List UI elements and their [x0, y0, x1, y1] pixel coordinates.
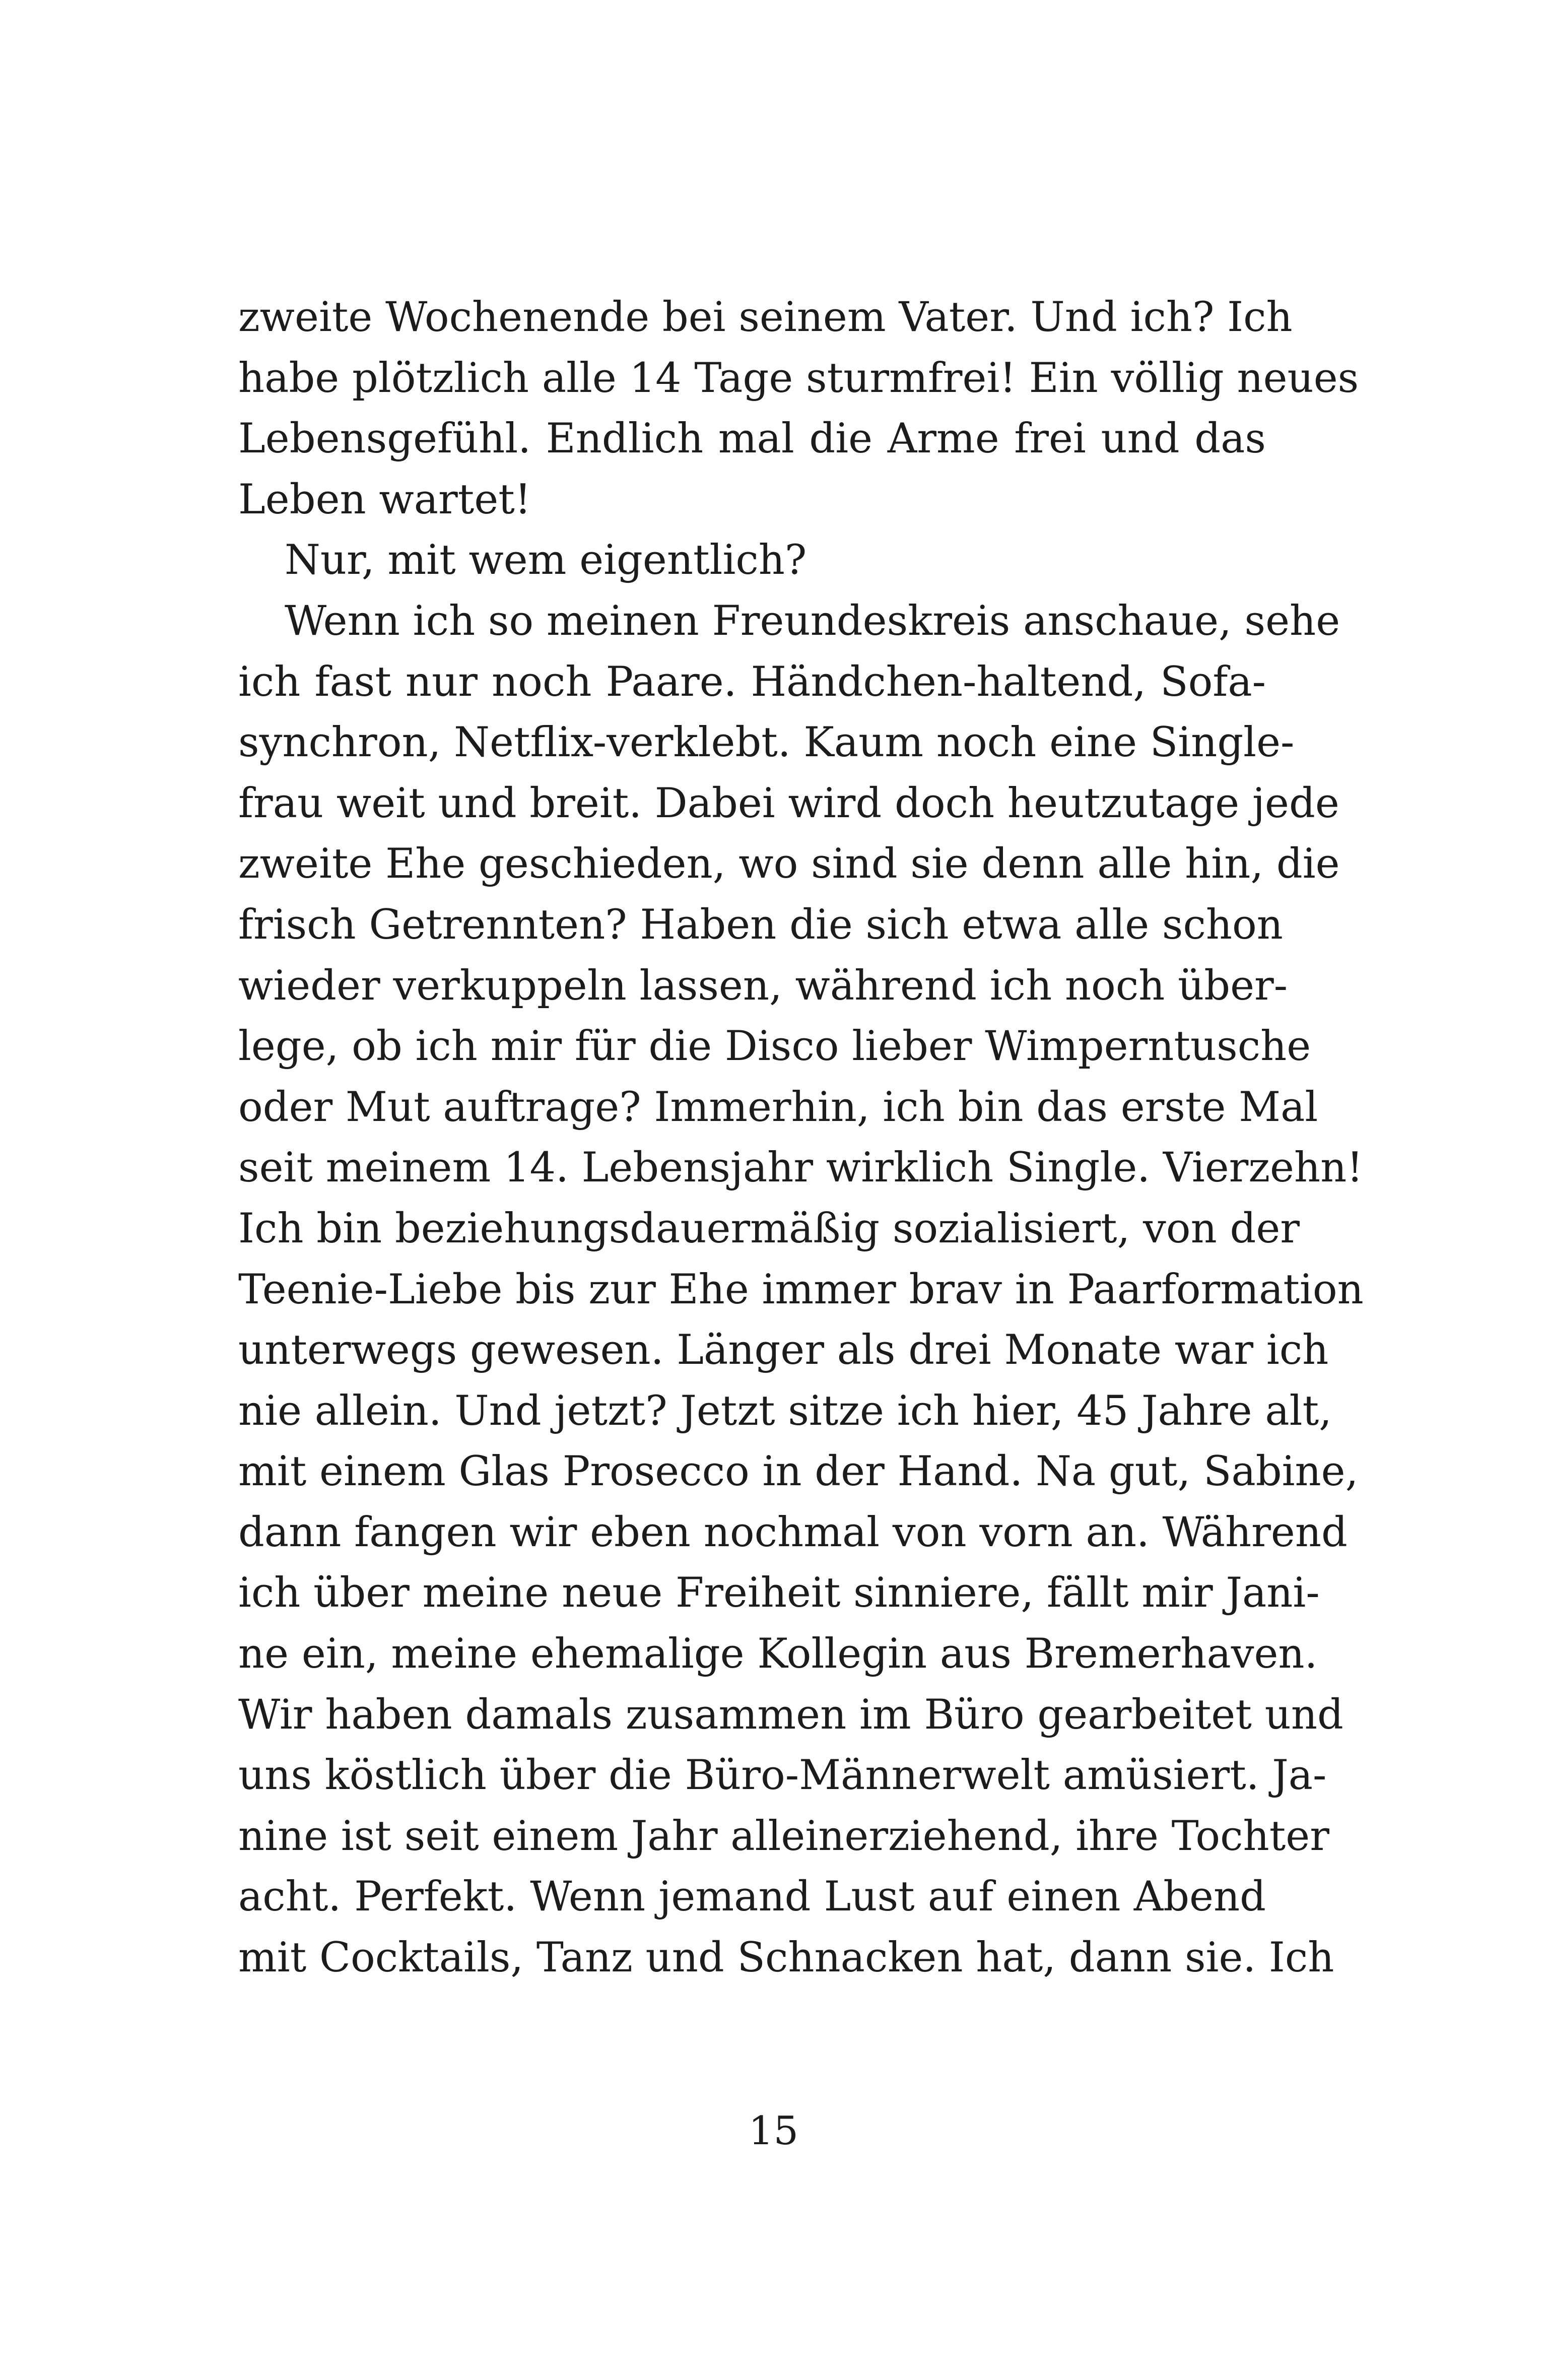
text-line: nie allein. Und jetzt? Jetzt sitze ich hier, 45 Jahre alt,: [238, 1387, 1332, 1435]
text-line: Nur, mit wem eigentlich?: [285, 537, 807, 584]
text-line: ich über meine neue Freiheit sinniere, fällt mir Jani-: [238, 1569, 1320, 1617]
text-line: Lebensgefühl. Endlich mal die Arme frei und das: [238, 415, 1266, 463]
text-line: Wir haben damals zusammen im Büro gearbeitet und: [238, 1691, 1343, 1739]
text-line: uns köstlich über die Büro-Männerwelt amüsiert. Ja-: [238, 1752, 1327, 1800]
text-line: Wenn ich so meinen Freundeskreis anschaue, sehe: [285, 597, 1340, 645]
text-line: Leben wartet!: [238, 476, 531, 523]
page-number: 15: [748, 2108, 799, 2154]
text-line: oder Mut auftrage? Immerhin, ich bin das erste Mal: [238, 1083, 1318, 1131]
text-line: synchron, Netflix-verklebt. Kaum noch eine Single-: [238, 719, 1295, 767]
text-line: mit Cocktails, Tanz und Schnacken hat, dann sie. Ich: [238, 1934, 1334, 1982]
text-line: frau weit und breit. Dabei wird doch heutzutage jede: [238, 779, 1339, 827]
text-line: Teenie-Liebe bis zur Ehe immer brav in Paarformation: [238, 1266, 1364, 1313]
body-text: [238, 287, 1364, 1989]
text-line: Ich bin beziehungsdauermäßig sozialisiert, von der: [238, 1205, 1300, 1252]
text-line: seit meinem 14. Lebensjahr wirklich Single. Vierzehn!: [238, 1144, 1363, 1192]
text-line: frisch Getrennten? Haben die sich etwa alle schon: [238, 901, 1283, 949]
text-line: nine ist seit einem Jahr alleinerziehend, ihre Tochter: [238, 1812, 1329, 1860]
text-line: mit einem Glas Prosecco in der Hand. Na gut, Sabine,: [238, 1448, 1359, 1496]
text-line: dann fangen wir eben nochmal von vorn an. Während: [238, 1508, 1348, 1556]
text-line: unterwegs gewesen. Länger als drei Monate war ich: [238, 1327, 1329, 1374]
text-line: zweite Ehe geschieden, wo sind sie denn alle hin, die: [238, 840, 1340, 888]
text-line: zweite Wochenende bei seinem Vater. Und ich? Ich: [238, 294, 1293, 341]
text-line: lege, ob ich mir für die Disco lieber Wimperntusche: [238, 1023, 1311, 1071]
text-line: acht. Perfekt. Wenn jemand Lust auf einen Abend: [238, 1873, 1266, 1921]
text-line: wieder verkuppeln lassen, während ich noch über-: [238, 962, 1288, 1010]
text-line: ne ein, meine ehemalige Kollegin aus Bremerhaven.: [238, 1630, 1318, 1678]
text-line: ich fast nur noch Paare. Händchen-haltend, Sofa-: [238, 658, 1266, 706]
text-line: habe plötzlich alle 14 Tage sturmfrei! Ein völlig neues: [238, 354, 1359, 402]
